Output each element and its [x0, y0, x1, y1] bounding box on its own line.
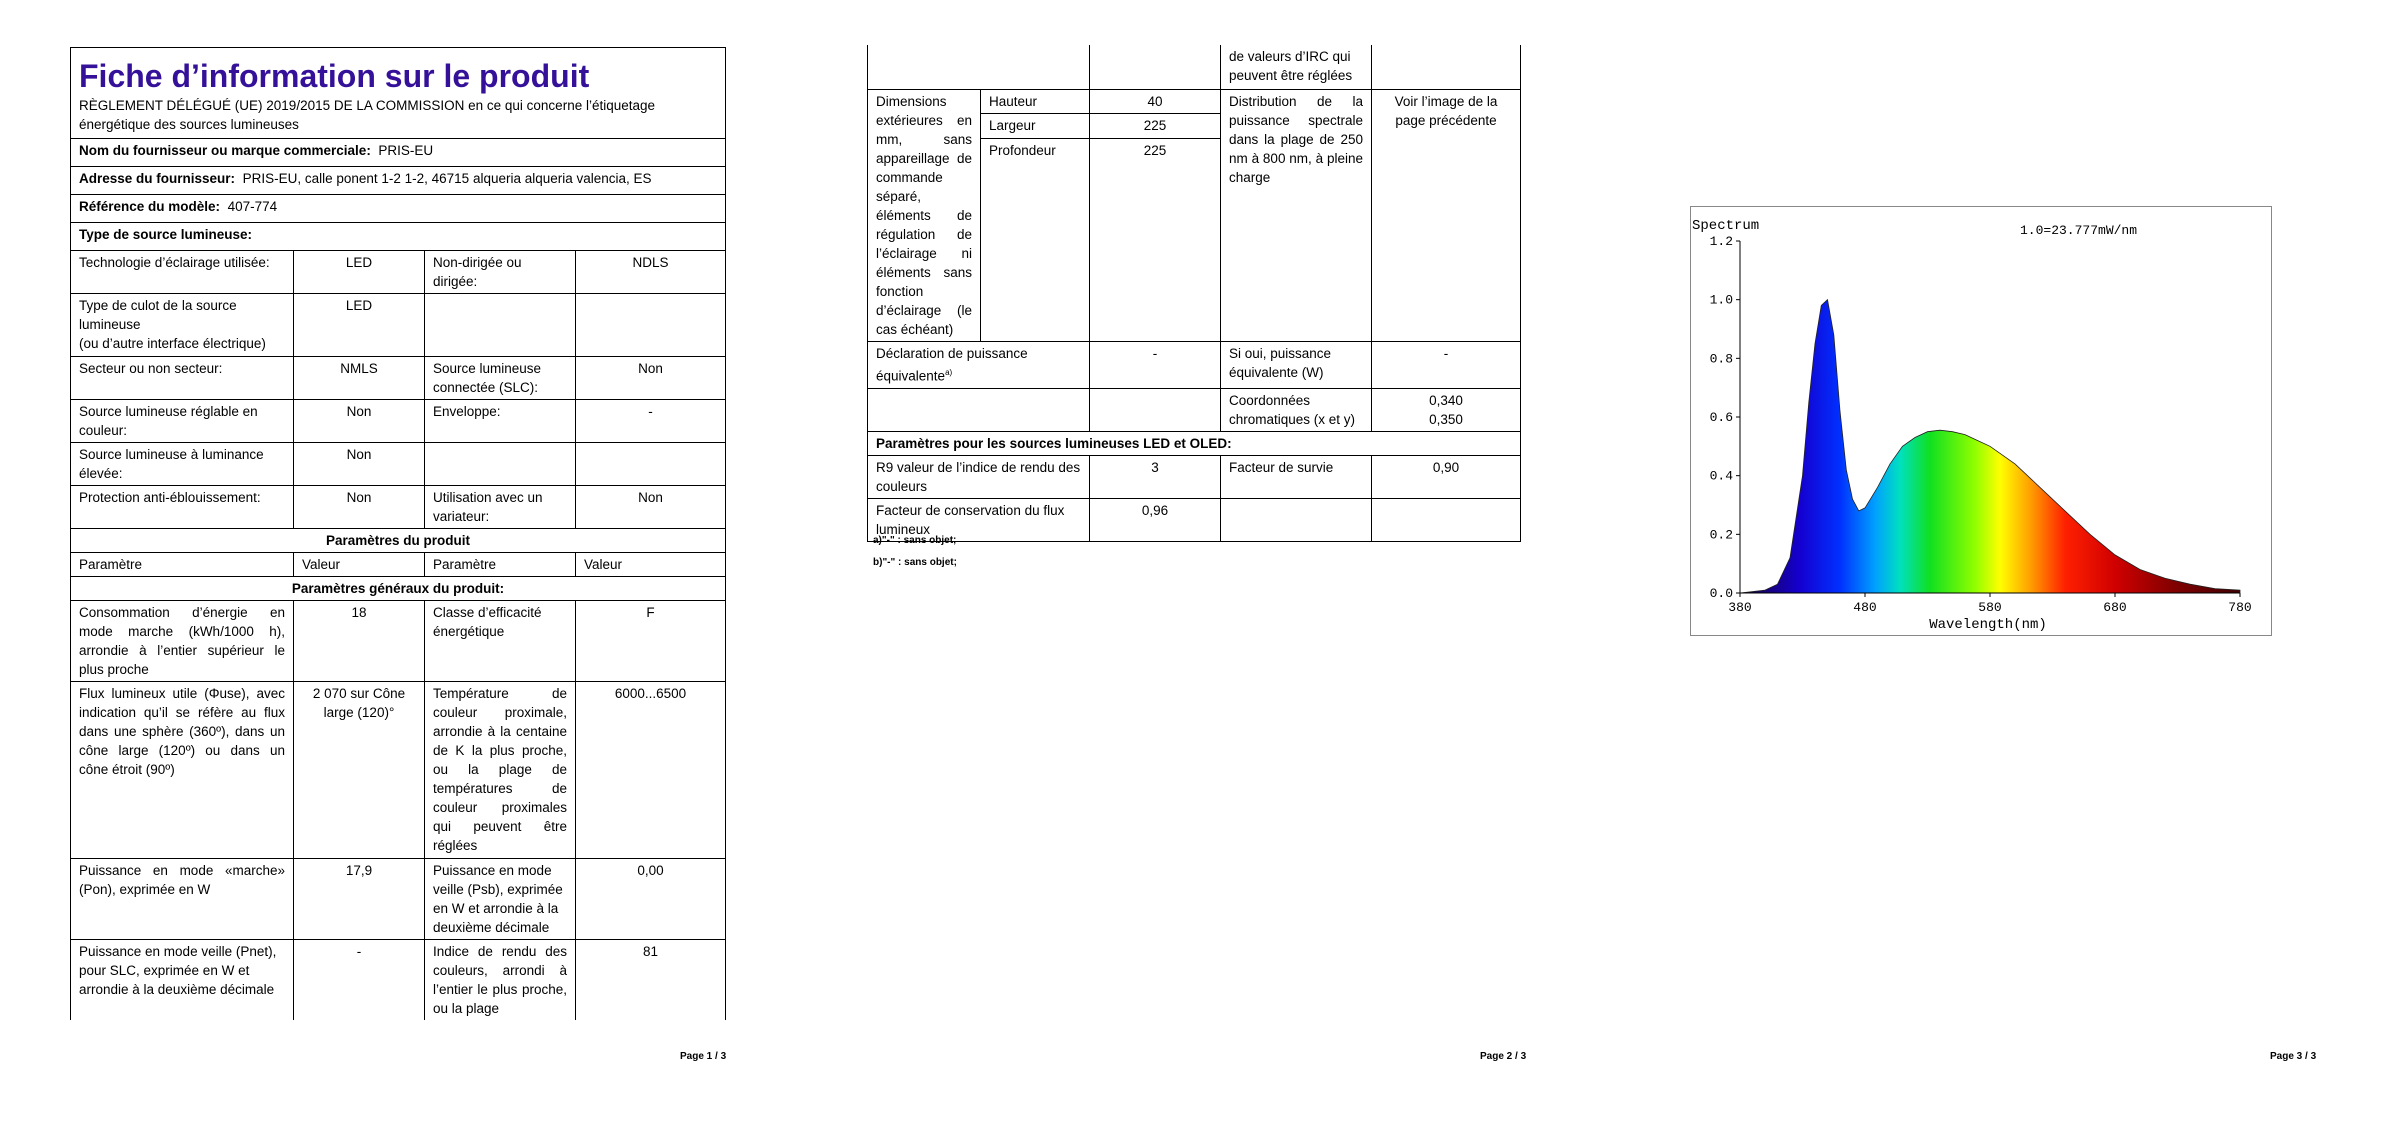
- y-tick-label: 0.0: [1709, 586, 1733, 601]
- model-label: Référence du modèle:: [79, 199, 221, 214]
- y-tick-label: 0.6: [1709, 410, 1733, 425]
- param-cell: Puissance en mode veille (Psb), exprimée en W et arrondie à la deuxième décimale: [425, 859, 576, 940]
- param-cell: Enveloppe:: [425, 400, 576, 443]
- table-row: [71, 294, 726, 357]
- table-row: [868, 498, 1521, 541]
- product-info-table-page1: [70, 47, 726, 1020]
- led-params-header: Paramètres pour les sources lumineuses LED et OLED:: [868, 431, 1521, 455]
- equiv-decl-value: -: [1090, 342, 1221, 389]
- param-cell: Consommation d’énergie en mode marche (kWh/1000 h), arrondie à l’entier supérieur le plus proche: [71, 601, 294, 682]
- address-label: Adresse du fournisseur:: [79, 171, 236, 186]
- table-row: [71, 357, 726, 400]
- dim-value: 225: [1090, 138, 1221, 341]
- equiv-power-label: Si oui, puissance équivalente (W): [1221, 342, 1372, 389]
- value-cell: [576, 294, 726, 357]
- param-cell: Classe d’efficacité énergétique: [425, 601, 576, 682]
- table-row: [868, 90, 1521, 114]
- r9-label: R9 valeur de l’indice de rendu des couleurs: [868, 455, 1090, 498]
- param-cell: Source lumineuse connectée (SLC):: [425, 357, 576, 400]
- value-cell: NDLS: [576, 251, 726, 294]
- page-title: Fiche d’information sur le produit: [79, 58, 590, 94]
- param-cell: [425, 294, 576, 357]
- param-cell: Température de couleur proximale, arrondie à la centaine de K la plus proche, ou la plage de températures de couleur proximales qui peuvent être réglées: [425, 682, 576, 859]
- x-tick-label: 680: [2103, 600, 2127, 615]
- y-tick-label: 1.0: [1709, 292, 1733, 308]
- address-value: PRIS-EU, calle ponent 1-2 1-2, 46715 alqueria alqueria valencia, ES: [242, 171, 652, 186]
- value-cell: LED: [294, 251, 425, 294]
- product-info-table-page2: [867, 45, 1521, 542]
- value-cell: 6000...6500: [576, 682, 726, 859]
- value-cell: [576, 443, 726, 486]
- table-row: [71, 486, 726, 529]
- footnote-a: a)"-" : sans objet;: [873, 535, 957, 546]
- value-cell: NMLS: [294, 357, 425, 400]
- param-cell: Technologie d’éclairage utilisée:: [71, 251, 294, 294]
- table-row: [71, 601, 726, 682]
- y-tick-label: 1.2: [1709, 234, 1733, 249]
- value-cell: 81: [576, 940, 726, 1021]
- param-cell: Utilisation avec un variateur:: [425, 486, 576, 529]
- x-tick-label: 380: [1728, 600, 1752, 615]
- param-cell: Type de culot de la source lumineuse: [79, 298, 237, 332]
- value-cell: LED: [294, 294, 425, 357]
- param-cell: [425, 443, 576, 486]
- table-row: [71, 400, 726, 443]
- chroma-label: Coordonnées chromatiques (x et y): [1221, 388, 1372, 431]
- page-number-3: Page 3 / 3: [2270, 1051, 2317, 1062]
- table-row: [868, 388, 1521, 431]
- value-cell: Non: [294, 443, 425, 486]
- y-tick-label: 0.2: [1709, 527, 1733, 543]
- table-row: [71, 682, 726, 859]
- dim-value: 40: [1090, 90, 1221, 114]
- param-cell: Non-dirigée ou dirigée:: [425, 251, 576, 294]
- value-cell: -: [576, 400, 726, 443]
- param-cell: Source lumineuse réglable en couleur:: [71, 400, 294, 443]
- x-tick-label: 780: [2228, 600, 2252, 615]
- value-cell: Non: [576, 486, 726, 529]
- col-header-value: Valeur: [576, 553, 726, 577]
- equiv-power-value: -: [1372, 342, 1521, 389]
- regulation-text: RÈGLEMENT DÉLÉGUÉ (UE) 2019/2015 DE LA COMMISSION en ce qui concerne l’étiquetage énergétique des sources lumineuses: [79, 98, 656, 132]
- page-number-2: Page 2 / 3: [1480, 1051, 1527, 1062]
- chart-annotation: 1.0=23.777mW/nm: [2020, 223, 2138, 238]
- param-cell: Puissance en mode «marche» (Pon), exprimée en W: [71, 859, 294, 940]
- value-cell: 18: [294, 601, 425, 682]
- equiv-decl-label: Déclaration de puissance équivalente: [876, 346, 1028, 384]
- value-cell: 0,00: [576, 859, 726, 940]
- table-row: [71, 251, 726, 294]
- dim-name: Largeur: [981, 114, 1090, 138]
- footnote-marker: a): [945, 368, 953, 377]
- param-cell: Source lumineuse à luminance élevée:: [71, 443, 294, 486]
- product-params-header: Paramètres du produit: [71, 529, 726, 553]
- table-row: [71, 940, 726, 1021]
- param-cell: Puissance en mode veille (Pnet), pour SLC, exprimée en W et arrondie à la deuxième décimale: [71, 940, 294, 1021]
- source-type-label: Type de source lumineuse:: [71, 223, 726, 251]
- dim-name: Profondeur: [981, 138, 1090, 341]
- x-tick-label: 480: [1853, 600, 1877, 615]
- general-params-header: Paramètres généraux du produit:: [71, 577, 726, 601]
- param-cell-sub: (ou d’autre interface électrique): [79, 336, 266, 351]
- table-row: [71, 443, 726, 486]
- param-cell: Protection anti-éblouissement:: [71, 486, 294, 529]
- table-row: [71, 859, 726, 940]
- supplier-label: Nom du fournisseur ou marque commerciale:: [79, 143, 371, 158]
- chart-title: Spectrum: [1692, 218, 1760, 234]
- value-cell: 2 070 sur Cône large (120)°: [294, 682, 425, 859]
- survival-label: Facteur de survie: [1221, 455, 1372, 498]
- col-header-param: Paramètre: [425, 553, 576, 577]
- value-cell: 17,9: [294, 859, 425, 940]
- spectral-label: Distribution de la puissance spectrale dans la plage de 250 nm à 800 nm, à pleine charge: [1221, 90, 1372, 342]
- x-tick-label: 580: [1978, 600, 2002, 615]
- col-header-param: Paramètre: [71, 553, 294, 577]
- value-cell: Non: [576, 357, 726, 400]
- chroma-y: 0,350: [1429, 411, 1463, 427]
- survival-value: 0,90: [1372, 455, 1521, 498]
- spectrum-chart: [1690, 206, 2272, 636]
- spectral-value: Voir l’image de la page précédente: [1372, 90, 1521, 342]
- cri-continuation: de valeurs d’IRC qui peuvent être réglées: [1221, 45, 1372, 90]
- value-cell: Non: [294, 486, 425, 529]
- x-axis-label: Wavelength(nm): [1929, 617, 2047, 633]
- col-header-value: Valeur: [294, 553, 425, 577]
- dim-name: Hauteur: [981, 90, 1090, 114]
- table-row: [868, 342, 1521, 389]
- y-tick-label: 0.4: [1709, 468, 1733, 484]
- param-cell: Flux lumineux utile (Φuse), avec indication qu’il se réfère au flux dans une sphère (360º), dans un cône large (120º) ou dans un cône étroit (90º): [71, 682, 294, 859]
- chroma-x: 0,340: [1429, 392, 1463, 408]
- value-cell: Non: [294, 400, 425, 443]
- page-number-1: Page 1 / 3: [680, 1051, 727, 1062]
- flux-maint-label: Facteur de conservation du flux lumineux: [868, 498, 1090, 541]
- value-cell: F: [576, 601, 726, 682]
- model-value: 407-774: [227, 199, 278, 214]
- param-cell: Secteur ou non secteur:: [71, 357, 294, 400]
- param-cell: Indice de rendu des couleurs, arrondi à l’entier le plus proche, ou la plage: [425, 940, 576, 1021]
- table-row: [868, 455, 1521, 498]
- y-tick-label: 0.8: [1709, 351, 1733, 367]
- supplier-value: PRIS-EU: [378, 143, 434, 158]
- footnote-b: b)"-" : sans objet;: [873, 557, 957, 568]
- value-cell: -: [294, 940, 425, 1021]
- dim-value: 225: [1090, 114, 1221, 138]
- flux-maint-value: 0,96: [1090, 498, 1221, 541]
- dimensions-label: Dimensions extérieures en mm, sans appareillage de commande séparé, éléments de régulation de l’éclairage ni éléments sans fonction d’éclairage (le cas échéant): [868, 90, 981, 342]
- r9-value: 3: [1090, 455, 1221, 498]
